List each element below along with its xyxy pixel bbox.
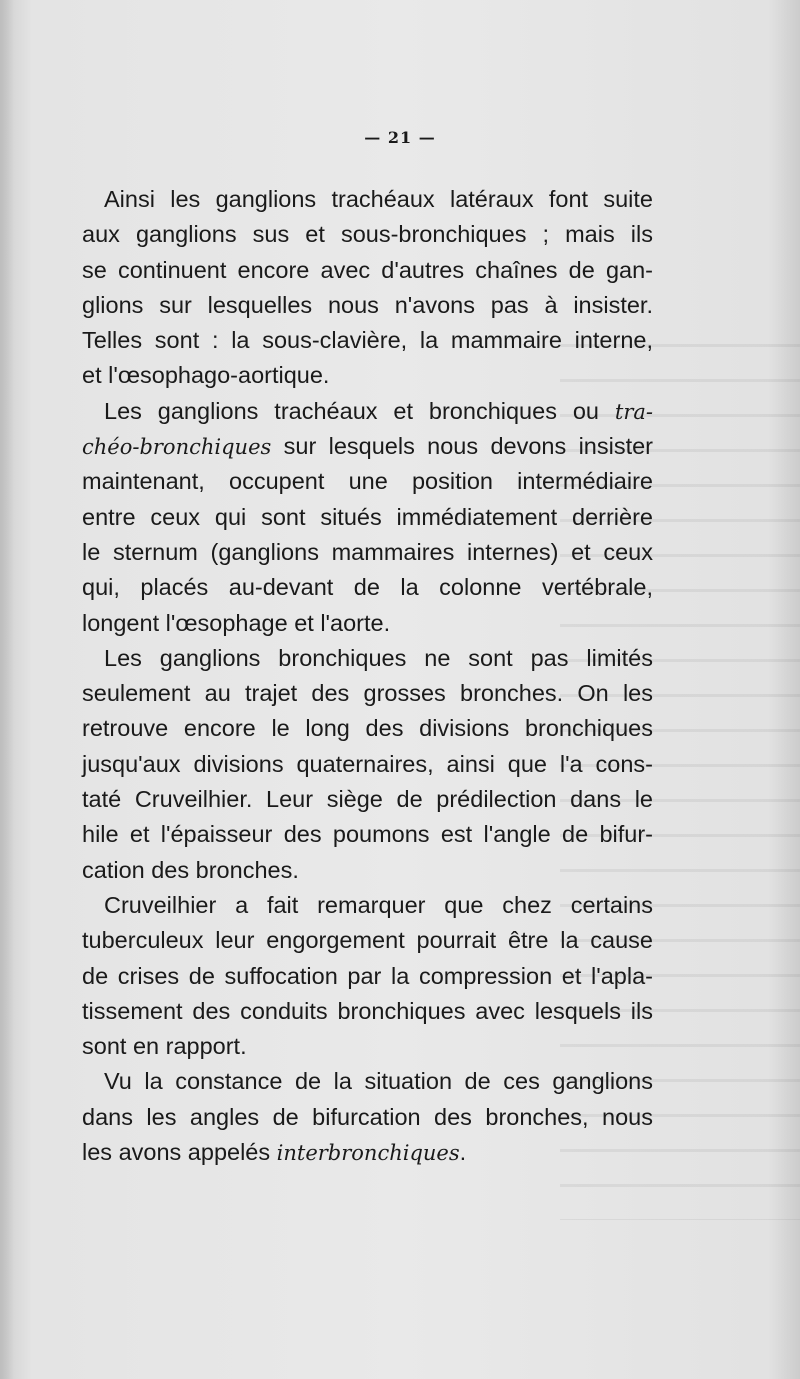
page-number: — 21 —	[364, 128, 436, 147]
paragraph-4	[82, 888, 653, 1064]
text-line: cation des bronches.	[82, 856, 299, 883]
text-line: jusqu'aux divisions quaternaires, ainsi que l'a cons-	[82, 750, 653, 777]
text-run: .	[459, 1139, 467, 1166]
text-line: maintenant, occupent une position intermédiaire	[82, 468, 653, 495]
text-line: Telles sont : la sous-clavière, la mammaire interne,	[82, 327, 653, 354]
text-line: seulement au trajet des grosses bronches. On les	[82, 680, 653, 707]
text-line: tissement des conduits bronchiques avec lesquels ils	[82, 997, 653, 1024]
text-run: sur lesquels nous devons insister	[283, 433, 654, 460]
text-line: longent l'œsophage et l'aorte.	[82, 609, 391, 636]
text-line: Vu la constance de la situation de ces ganglions	[104, 1068, 653, 1095]
text-line: hile et l'épaisseur des poumons est l'angle de bifur-	[82, 821, 653, 848]
text-line: se continuent encore avec d'autres chaînes de gan-	[82, 256, 653, 283]
text-line: aux ganglions sus et sous-bronchiques ; mais ils	[82, 221, 653, 248]
paragraph-3	[82, 641, 653, 888]
text-line: Les ganglions bronchiques ne sont pas limités	[104, 644, 653, 671]
italic-term: interbronchiques	[276, 1141, 460, 1166]
paragraph-5	[82, 1064, 653, 1170]
text-line	[82, 394, 653, 429]
text-run: les avons appelés	[82, 1139, 277, 1166]
paragraph-2	[82, 394, 653, 641]
text-line: glions sur lesquelles nous n'avons pas à insister.	[82, 291, 653, 318]
text-line: qui, placés au-devant de la colonne vertébrale,	[82, 574, 653, 601]
text-line: taté Cruveilhier. Leur siège de prédilection dans le	[82, 786, 653, 813]
italic-term: tra-	[614, 399, 653, 424]
text-line: de crises de suffocation par la compression et l'apla-	[82, 962, 653, 989]
text-line: Ainsi les ganglions trachéaux latéraux font suite	[104, 186, 653, 212]
paragraph-1	[82, 182, 653, 394]
body-text	[82, 182, 653, 1170]
text-run: Les ganglions trachéaux et bronchiques ou	[104, 397, 615, 424]
text-line: et l'œsophago-aortique.	[82, 362, 330, 389]
text-line: retrouve encore le long des divisions bronchiques	[82, 715, 653, 742]
text-line: sont en rapport.	[82, 1033, 247, 1060]
italic-term: chéo-bronchiques	[82, 435, 272, 460]
text-line: le sternum (ganglions mammaires internes) et ceux	[82, 538, 653, 565]
text-line: dans les angles de bifurcation des bronches, nous	[82, 1103, 653, 1130]
text-line: tuberculeux leur engorgement pourrait être la cause	[82, 927, 653, 954]
page-gutter-shadow	[0, 0, 14, 1379]
text-line: Cruveilhier a fait remarquer que chez certains	[104, 891, 653, 918]
text-line	[82, 429, 653, 464]
text-line	[82, 1135, 653, 1170]
text-line: entre ceux qui sont situés immédiatement derrière	[82, 503, 653, 530]
